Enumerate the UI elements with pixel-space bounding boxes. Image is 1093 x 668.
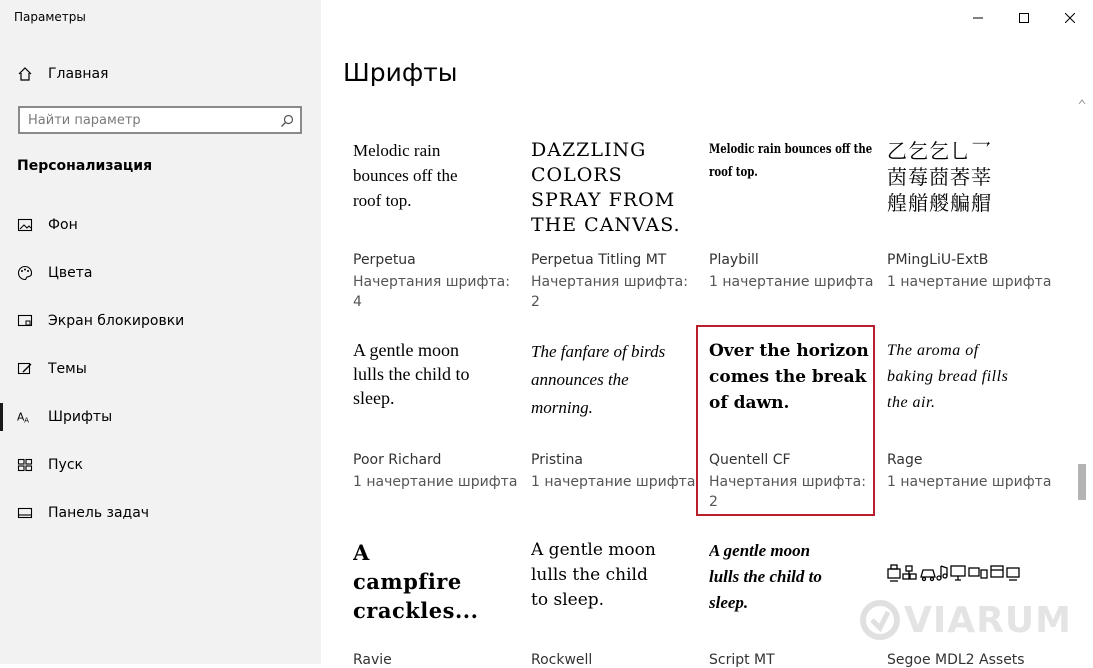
font-tile-perpetua[interactable] (353, 138, 523, 328)
sidebar-item-label: Шрифты (48, 409, 113, 425)
watermark-text: VIARUM (904, 600, 1072, 641)
fonts-icon (17, 409, 33, 425)
font-sample: Over the horizon comes the break of dawn. (709, 341, 869, 413)
font-name: Quentell CF (709, 452, 791, 468)
sidebar-item-taskbar[interactable] (0, 493, 321, 533)
scrollbar[interactable] (1078, 98, 1086, 664)
font-sample: A campfire crackles... (353, 540, 479, 623)
font-face-count: Начертания шрифта: 2 (531, 274, 688, 310)
sidebar-item-label: Темы (48, 361, 87, 377)
font-face-count: Начертания шрифта: 2 (709, 474, 866, 510)
sidebar (0, 0, 321, 664)
font-tile-ravie[interactable] (353, 538, 523, 668)
sidebar-item-label: Главная (48, 66, 109, 82)
section-title: Персонализация (17, 158, 153, 174)
font-face-count: 1 начертание шрифта (531, 474, 696, 490)
font-face-count: 1 начертание шрифта (887, 474, 1052, 490)
font-name: Playbill (709, 252, 759, 268)
font-tile-rockwell[interactable] (531, 538, 701, 668)
font-tile-pmingliu[interactable] (887, 138, 1057, 328)
font-name: Poor Richard (353, 452, 442, 468)
watermark (858, 598, 1072, 642)
window-controls (955, 0, 1093, 34)
taskbar-icon (17, 505, 33, 521)
sidebar-item-fonts[interactable] (0, 397, 321, 437)
sidebar-item-start[interactable] (0, 445, 321, 485)
font-sample: DAZZLING COLORS SPRAY FROM THE CANVAS. (531, 139, 681, 236)
sidebar-item-label: Цвета (48, 265, 93, 281)
search-icon[interactable] (280, 113, 294, 132)
sidebar-item-label: Экран блокировки (48, 313, 185, 329)
font-face-count: 1 начертание шрифта (353, 474, 518, 490)
font-name: Rage (887, 452, 923, 468)
maximize-button[interactable] (1001, 0, 1047, 34)
font-sample: Melodic rain bounces off the roof top. (709, 142, 873, 180)
font-tile-pristina[interactable] (531, 338, 701, 528)
sidebar-item-themes[interactable] (0, 349, 321, 389)
minimize-icon (973, 8, 983, 27)
font-sample: A gentle moon lulls the child to sleep. (353, 340, 470, 408)
font-name: Pristina (531, 452, 583, 468)
font-tile-rage[interactable] (887, 338, 1057, 528)
close-icon (1065, 8, 1075, 27)
search-field[interactable] (18, 106, 302, 134)
watermark-logo-icon (858, 598, 902, 642)
font-name: Script MT (709, 652, 775, 668)
font-name: Ravie (353, 652, 392, 668)
window-title: Параметры (14, 10, 86, 24)
font-tile-playbill[interactable] (709, 138, 879, 328)
palette-icon (17, 265, 33, 281)
font-name: Rockwell (531, 652, 593, 668)
themes-brush-icon (17, 361, 33, 377)
sidebar-item-label: Фон (48, 217, 78, 233)
font-tile-perpetua-titling[interactable] (531, 138, 701, 328)
lock-screen-icon (17, 313, 33, 329)
mdl2-glyphs-icon (887, 562, 1037, 584)
font-tile-poor-richard[interactable] (353, 338, 523, 528)
font-sample: A gentle moon lulls the child to sleep. (531, 540, 656, 610)
sidebar-item-lock-screen[interactable] (0, 301, 321, 341)
home-icon (17, 66, 33, 82)
font-tile-script-mt[interactable] (709, 538, 879, 668)
font-face-count: Начертания шрифта: 4 (353, 274, 510, 310)
font-face-count: 1 начертание шрифта (709, 274, 874, 290)
scroll-up-icon[interactable] (1078, 98, 1086, 106)
font-name: Perpetua (353, 252, 416, 268)
scrollbar-thumb[interactable] (1078, 464, 1086, 500)
sidebar-item-label: Пуск (48, 457, 83, 473)
font-sample: The aroma of baking bread fills the air. (887, 342, 1009, 411)
font-sample: The fanfare of birds announces the morning. (531, 342, 666, 417)
sidebar-item-label: Панель задач (48, 505, 150, 521)
search-input[interactable] (20, 108, 268, 132)
sidebar-item-background[interactable] (0, 205, 321, 245)
font-name: Perpetua Titling MT (531, 252, 667, 268)
font-sample: A gentle moon lulls the child to sleep. (709, 541, 822, 612)
font-name: PMingLiU-ExtB (887, 252, 989, 268)
font-name: Segoe MDL2 Assets (887, 652, 1025, 668)
sidebar-item-home[interactable] (0, 54, 321, 94)
selection-indicator (0, 403, 3, 431)
font-tile-quentell-selected[interactable] (698, 327, 873, 514)
font-face-count: 1 начертание шрифта (887, 274, 1052, 290)
svg-text:A: A (24, 415, 29, 425)
start-tiles-icon (17, 457, 33, 473)
minimize-button[interactable] (955, 0, 1001, 34)
page-title: Шрифты (343, 58, 458, 87)
font-sample: 乙乞乞乚乛 茵莓莔莕莘 艎艏艐艑艒 (887, 139, 992, 215)
sidebar-item-colors[interactable] (0, 253, 321, 293)
background-picture-icon (17, 217, 33, 233)
close-button[interactable] (1047, 0, 1093, 34)
maximize-icon (1019, 8, 1029, 27)
font-sample: Melodic rain bounces off the roof top. (353, 141, 458, 210)
svg-text:A: A (17, 410, 25, 424)
